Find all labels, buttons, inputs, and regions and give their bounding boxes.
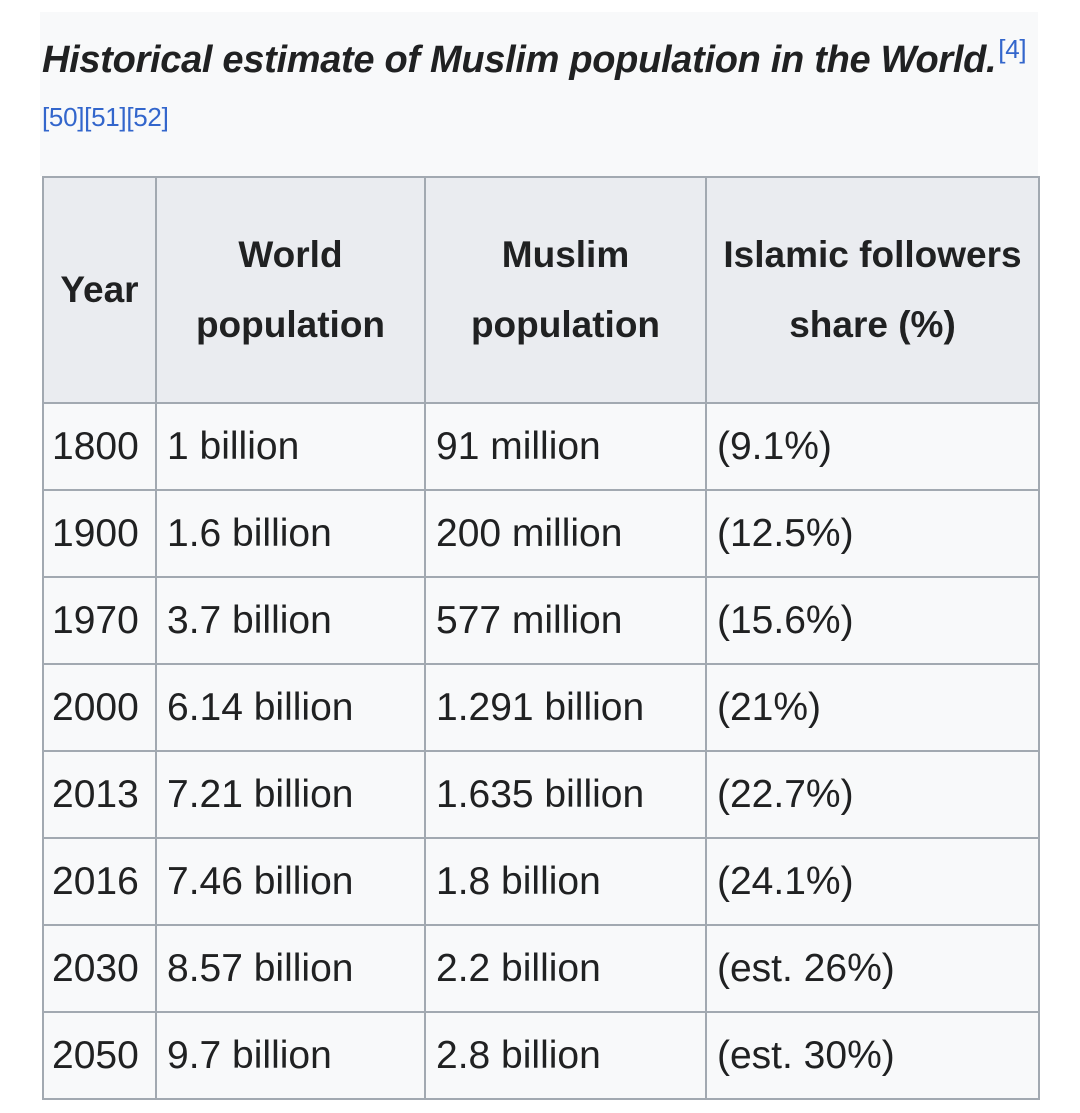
cell-world-population: 7.21 billion: [156, 751, 425, 838]
cell-muslim-population: 2.2 billion: [425, 925, 706, 1012]
caption-title: Historical estimate of Muslim population in the World.: [42, 39, 997, 81]
cell-share: (21%): [706, 664, 1039, 751]
header-row: [43, 177, 1039, 403]
cell-year: 1800: [43, 403, 156, 490]
cell-year: 2050: [43, 1012, 156, 1099]
cell-muslim-population: 1.635 billion: [425, 751, 706, 838]
reference-links[interactable]: [4][50][51][52]: [42, 34, 1027, 133]
cell-world-population: 8.57 billion: [156, 925, 425, 1012]
cell-year: 2016: [43, 838, 156, 925]
cell-share: (9.1%): [706, 403, 1039, 490]
table-row: [43, 490, 1039, 577]
cell-muslim-population: 577 million: [425, 577, 706, 664]
cell-muslim-population: 91 million: [425, 403, 706, 490]
cell-muslim-population: 1.291 billion: [425, 664, 706, 751]
table-row: [43, 403, 1039, 490]
cell-share: (12.5%): [706, 490, 1039, 577]
table-row: [43, 664, 1039, 751]
cell-year: 2000: [43, 664, 156, 751]
cell-world-population: 7.46 billion: [156, 838, 425, 925]
table-row: [43, 838, 1039, 925]
cell-muslim-population: 200 million: [425, 490, 706, 577]
cell-year: 2030: [43, 925, 156, 1012]
table-caption: [40, 12, 1038, 176]
cell-year: 1900: [43, 490, 156, 577]
cell-world-population: 9.7 billion: [156, 1012, 425, 1099]
header-world-population: World population: [156, 177, 425, 403]
table-row: [43, 925, 1039, 1012]
table-row: [43, 1012, 1039, 1099]
cell-world-population: 1 billion: [156, 403, 425, 490]
cell-share: (est. 26%): [706, 925, 1039, 1012]
cell-world-population: 3.7 billion: [156, 577, 425, 664]
cell-muslim-population: 2.8 billion: [425, 1012, 706, 1099]
table-row: [43, 577, 1039, 664]
table-row: [43, 751, 1039, 838]
cell-share: (est. 30%): [706, 1012, 1039, 1099]
header-year: Year: [43, 177, 156, 403]
cell-share: (15.6%): [706, 577, 1039, 664]
cell-year: 1970: [43, 577, 156, 664]
header-islamic-share: Islamic followers share (%): [706, 177, 1039, 403]
population-table-container: [42, 12, 1038, 1100]
header-muslim-population: Muslim population: [425, 177, 706, 403]
cell-world-population: 1.6 billion: [156, 490, 425, 577]
population-table: [42, 176, 1040, 1100]
cell-share: (22.7%): [706, 751, 1039, 838]
cell-year: 2013: [43, 751, 156, 838]
cell-world-population: 6.14 billion: [156, 664, 425, 751]
cell-muslim-population: 1.8 billion: [425, 838, 706, 925]
cell-share: (24.1%): [706, 838, 1039, 925]
